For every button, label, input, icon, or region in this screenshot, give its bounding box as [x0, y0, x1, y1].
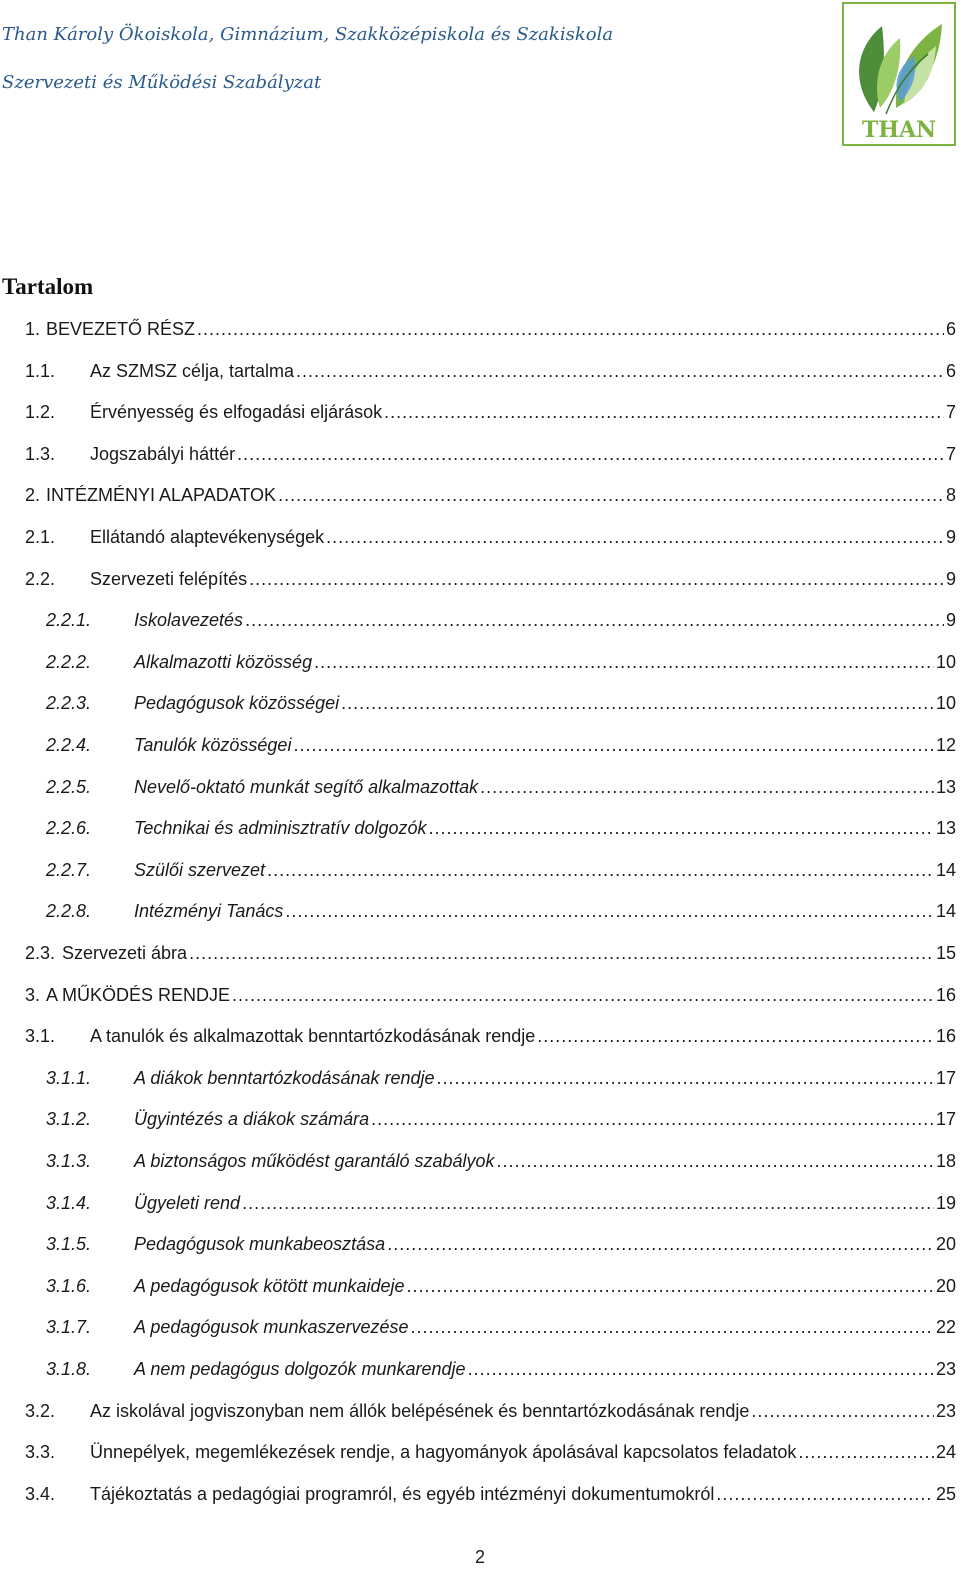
- toc-entry[interactable]: [0, 1105, 960, 1133]
- toc-dot-leader: [197, 315, 944, 343]
- toc-entry[interactable]: [0, 1022, 960, 1050]
- toc-entry[interactable]: [0, 1355, 960, 1383]
- document-name: Szervezeti és Működési Szabályzat: [2, 72, 322, 93]
- toc-entry[interactable]: [0, 856, 960, 884]
- toc-entry-title: A pedagógusok kötött munkaideje: [134, 1275, 405, 1296]
- toc-entry[interactable]: [0, 1064, 960, 1092]
- toc-entry-number: 3.1.8.: [46, 1359, 92, 1379]
- toc-dot-leader: [249, 565, 944, 593]
- toc-entry[interactable]: [0, 939, 960, 967]
- toc-entry[interactable]: [0, 689, 960, 717]
- toc-entry-title: BEVEZETŐ RÉSZ: [46, 319, 196, 339]
- toc-entry-number: 2.2.5.: [46, 776, 92, 797]
- toc-dot-leader: [411, 1313, 934, 1341]
- toc-entry-page: 7: [945, 443, 956, 464]
- toc-entry-title: Az iskolával jogviszonyban nem állók belépésének és benntartózkodásának rendje: [90, 1400, 750, 1421]
- toc-entry-number: 3.1.7.: [46, 1317, 92, 1338]
- toc-entry[interactable]: [0, 981, 960, 1009]
- toc-entry-page: 20: [935, 1234, 956, 1255]
- toc-entry-title: Ünnepélyek, megemlékezések rendje, a hagyományok ápolásával kapcsolatos feladatok: [90, 1442, 797, 1463]
- toc-entry-title: Szervezeti felépítés: [90, 568, 248, 589]
- toc-entry-number: 2.3.: [25, 943, 56, 963]
- toc-entry-number: 2.2.3.: [46, 693, 92, 714]
- toc-entry[interactable]: [0, 814, 960, 842]
- toc-title: Tartalom: [2, 274, 94, 299]
- toc-entry-page: 14: [935, 901, 956, 922]
- toc-dot-leader: [293, 731, 934, 759]
- toc-entry-page: 25: [935, 1483, 956, 1504]
- toc-entry-page: 23: [935, 1359, 956, 1379]
- toc-entry-title: Szülői szervezet: [134, 859, 266, 880]
- toc-entry-number: 3.1.6.: [46, 1275, 92, 1296]
- toc-dot-leader: [267, 856, 934, 884]
- toc-dot-leader: [751, 1397, 934, 1425]
- toc-entry-number: 2.2.6.: [46, 818, 92, 839]
- toc-dot-leader: [437, 1064, 934, 1092]
- toc-dot-leader: [798, 1438, 934, 1466]
- toc-entry-page: 6: [945, 360, 956, 381]
- toc-entry[interactable]: [0, 731, 960, 759]
- toc-entry-title: Ügyeleti rend: [134, 1192, 241, 1213]
- toc-entry-number: 1.3.: [25, 443, 56, 464]
- toc-entry-number: 3.1.: [25, 1026, 56, 1047]
- toc-dot-leader: [537, 1022, 934, 1050]
- toc-dot-leader: [189, 939, 934, 967]
- toc-entry-title: A biztonságos működést garantáló szabályok: [134, 1151, 495, 1171]
- toc-entry-page: 17: [935, 1109, 956, 1130]
- toc-entry-page: 7: [945, 402, 956, 423]
- toc-entry-title: Szervezeti ábra: [62, 943, 188, 963]
- toc-entry[interactable]: [0, 565, 960, 593]
- toc-entry-number: 3.3.: [25, 1442, 56, 1463]
- toc-entry-number: 3.1.2.: [46, 1109, 92, 1130]
- toc-entry-number: 2.2.1.: [46, 610, 92, 631]
- toc-entry[interactable]: [0, 1272, 960, 1300]
- toc-entry[interactable]: [0, 357, 960, 385]
- toc-entry-page: 24: [935, 1442, 956, 1463]
- toc-dot-leader: [242, 1189, 934, 1217]
- toc-dot-leader: [278, 481, 944, 509]
- toc-entry-page: 19: [935, 1192, 956, 1213]
- toc-entry[interactable]: [0, 648, 960, 676]
- toc-entry-title: Nevelő-oktató munkát segítő alkalmazottak: [134, 776, 479, 797]
- toc-entry-number: 3.2.: [25, 1400, 56, 1421]
- leaf-logo-icon: [844, 4, 954, 144]
- toc-entry-number: 3.1.5.: [46, 1234, 92, 1255]
- toc-entry-number: 3.4.: [25, 1483, 56, 1504]
- toc-entry-page: 9: [945, 568, 956, 589]
- toc-entry-page: 22: [935, 1317, 956, 1338]
- toc-entry-number: 2.2.2.: [46, 651, 92, 672]
- toc-dot-leader: [716, 1480, 934, 1508]
- toc-entry-title: A MŰKÖDÉS RENDJE: [46, 984, 231, 1005]
- toc-entry-title: Iskolavezetés: [134, 610, 244, 631]
- toc-entry-page: 20: [935, 1275, 956, 1296]
- toc-entry-page: 10: [935, 651, 956, 672]
- toc-entry-title: A pedagógusok munkaszervezése: [134, 1317, 409, 1338]
- toc-dot-leader: [232, 981, 934, 1009]
- toc-entry[interactable]: [0, 1230, 960, 1258]
- toc-entry[interactable]: [0, 1189, 960, 1217]
- toc-entry-number: 2.2.: [25, 568, 56, 589]
- toc-entry[interactable]: [0, 481, 960, 509]
- toc-entry-title: INTÉZMÉNYI ALAPADATOK: [46, 485, 277, 506]
- toc-entry[interactable]: [0, 1313, 960, 1341]
- toc-entry-title: A nem pedagógus dolgozók munkarendje: [134, 1359, 466, 1379]
- toc-dot-leader: [296, 357, 944, 385]
- toc-entry-page: 12: [935, 735, 956, 755]
- toc-entry-title: Ügyintézés a diákok számára: [134, 1109, 370, 1130]
- toc-dot-leader: [497, 1147, 934, 1175]
- toc-entry-title: Jogszabályi háttér: [90, 443, 236, 464]
- toc-entry-page: 17: [935, 1067, 956, 1088]
- toc-entry[interactable]: [0, 1147, 960, 1175]
- toc-entry-number: 3.1.3.: [46, 1151, 92, 1171]
- toc-entry[interactable]: [0, 440, 960, 468]
- toc-dot-leader: [285, 897, 934, 925]
- toc-entry-number: 3.1.1.: [46, 1067, 92, 1088]
- toc-entry-page: 13: [935, 776, 956, 797]
- toc-entry[interactable]: [0, 1438, 960, 1466]
- toc-dot-leader: [428, 814, 933, 842]
- toc-entry-number: 2.2.4.: [46, 735, 92, 755]
- toc-dot-leader: [341, 689, 934, 717]
- toc-entry-page: 9: [945, 610, 956, 631]
- toc-entry-title: A diákok benntartózkodásának rendje: [134, 1067, 435, 1088]
- toc-dot-leader: [480, 773, 934, 801]
- toc-entry[interactable]: [0, 773, 960, 801]
- toc-entry[interactable]: [0, 398, 960, 426]
- toc-entry[interactable]: [0, 606, 960, 634]
- toc-entry-title: Tájékoztatás a pedagógiai programról, és egyéb intézményi dokumentumokról: [90, 1483, 715, 1504]
- toc-dot-leader: [326, 523, 944, 551]
- toc-entry-page: 13: [935, 818, 956, 839]
- toc-entry-page: 14: [935, 859, 956, 880]
- toc-dot-leader: [407, 1272, 934, 1300]
- toc-dot-leader: [314, 648, 934, 676]
- toc-entry-title: Ellátandó alaptevékenységek: [90, 527, 325, 547]
- toc-dot-leader: [371, 1105, 934, 1133]
- toc-entry-title: Alkalmazotti közösség: [134, 651, 313, 672]
- page-header: [2, 24, 822, 94]
- toc-entry-page: 23: [935, 1400, 956, 1421]
- toc-entry-title: Technikai és adminisztratív dolgozók: [134, 818, 427, 839]
- toc-entry-number: 1.1.: [25, 360, 56, 381]
- logo-text: THAN: [861, 117, 937, 143]
- toc-entry-title: Intézményi Tanács: [134, 901, 284, 922]
- toc-entry-page: 18: [935, 1151, 956, 1171]
- toc-dot-leader: [468, 1355, 934, 1383]
- toc-entry-title: Tanulók közösségei: [134, 735, 292, 755]
- toc-dot-leader: [245, 606, 944, 634]
- toc-entry[interactable]: [0, 523, 960, 551]
- toc-entry[interactable]: [0, 315, 960, 343]
- toc-entry-title: Pedagógusok munkabeosztása: [134, 1234, 386, 1255]
- toc-entry-page: 16: [935, 984, 956, 1005]
- toc-entry[interactable]: [0, 1397, 960, 1425]
- toc-entry-number: 3.1.4.: [46, 1192, 92, 1213]
- toc-entry-number: 2.2.7.: [46, 859, 92, 880]
- toc-entry[interactable]: [0, 1480, 960, 1508]
- school-logo: [842, 2, 956, 146]
- toc-entry[interactable]: [0, 897, 960, 925]
- toc-entry-title: Érvényesség és elfogadási eljárások: [90, 402, 383, 423]
- toc-entry-number: 3.: [25, 984, 41, 1005]
- toc-entry-title: Az SZMSZ célja, tartalma: [90, 360, 295, 381]
- toc-entry-page: 10: [935, 693, 956, 714]
- toc-entry-page: 15: [935, 943, 956, 963]
- toc-entry-number: 2.2.8.: [46, 901, 92, 922]
- toc-dot-leader: [387, 1230, 934, 1258]
- page-number: 2: [474, 1547, 485, 1567]
- toc-entry-number: 2.1.: [25, 527, 56, 547]
- toc-entry-page: 8: [945, 485, 956, 506]
- school-name: Than Károly Ökoiskola, Gimnázium, Szakközépiskola és Szakiskola: [2, 24, 614, 45]
- toc-entry-page: 9: [945, 527, 956, 547]
- toc-entry-number: 1.2.: [25, 402, 56, 423]
- toc-entry-page: 16: [935, 1026, 956, 1047]
- toc-entry-title: A tanulók és alkalmazottak benntartózkodásának rendje: [90, 1026, 536, 1047]
- toc-entry-page: 6: [945, 319, 956, 339]
- toc-dot-leader: [384, 398, 944, 426]
- toc-dot-leader: [237, 440, 944, 468]
- toc-entry-title: Pedagógusok közösségei: [134, 693, 340, 714]
- toc-entry-number: 1.: [25, 319, 41, 339]
- toc-entry-number: 2.: [25, 485, 41, 506]
